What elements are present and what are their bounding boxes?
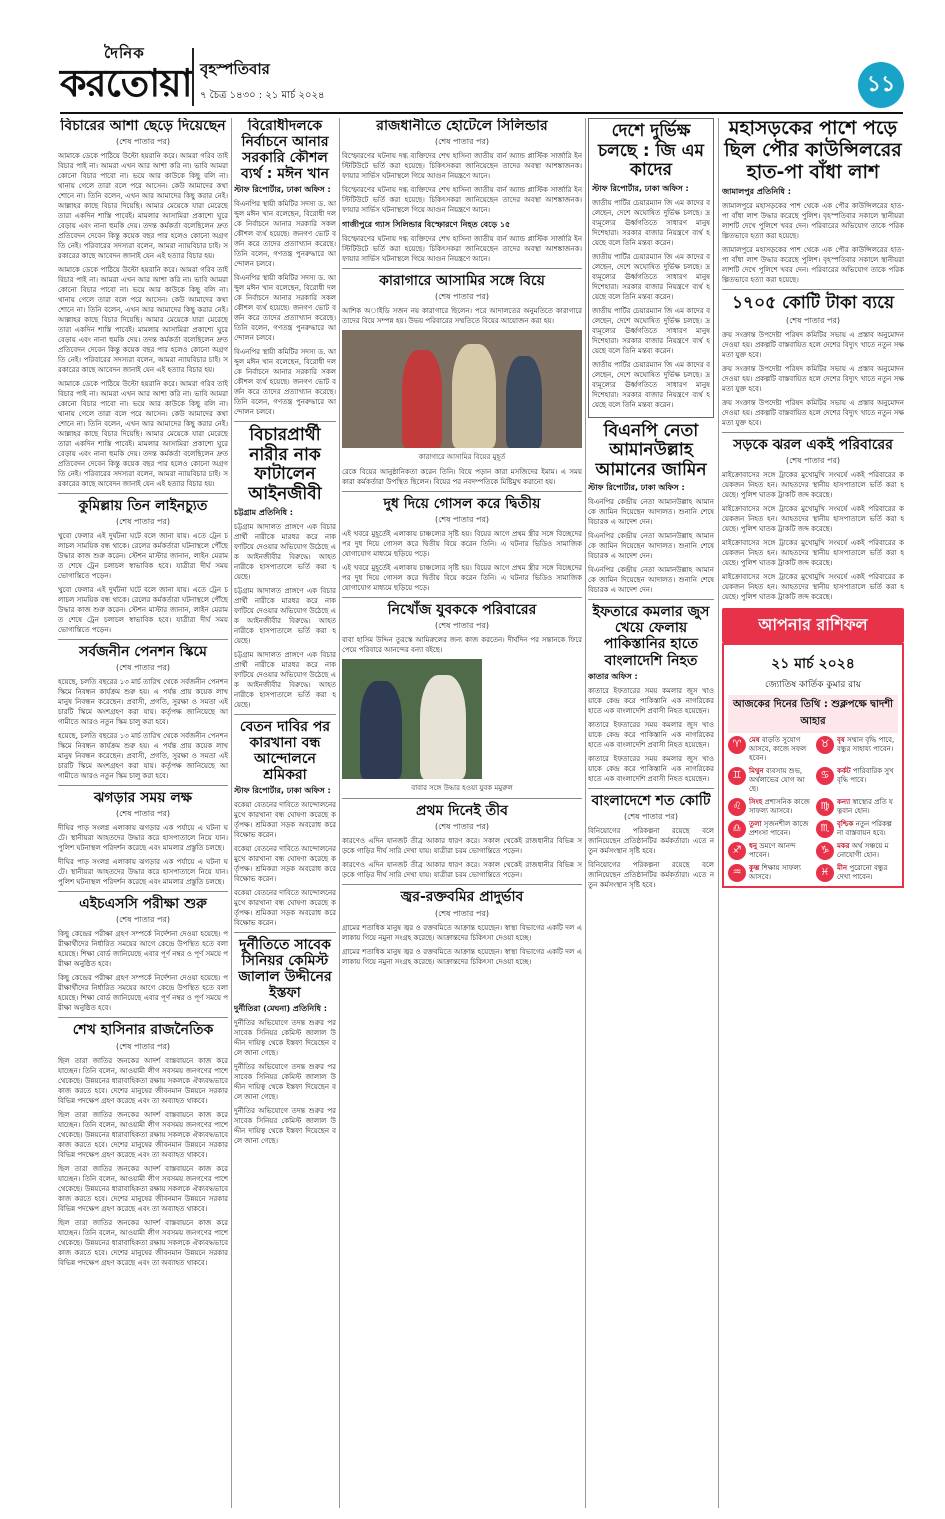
zodiac-text: অর্থ সঞ্চয়ে মনোযোগী হোন। [837, 842, 889, 860]
article-body: আশিক অাইডি সজন নয় কারাগারে ছিলেন। পরে আদালতের অনুমতিতে কারাগারে তাদের বিয়ে সম্পন্ন হয়। উভয় পরিবারের সম্মতিতে বিয়ের আয়োজন করা হয়। [342, 307, 582, 326]
aries-icon: ♈ [728, 736, 746, 754]
article-byline: স্টাফ রিপোর্টার, ঢাকা অফিস : [588, 483, 685, 493]
zodiac-name: মীন [837, 864, 848, 873]
article-body: মাইক্রোবাসের সঙ্গে ট্রাকের মুখোমুখি সংঘর্ষে একই পরিবারের কয়েকজন নিহত হন। আহতদের স্থানীয় হাসপাতালে ভর্তি করা হয়েছে। পুলিশ ঘাতক ট্রাকটি জব্দ করেছে। [722, 539, 904, 568]
father-son-photo[interactable] [342, 659, 482, 779]
article-body: কাতারে ইফতারের সময় কমলার জুস খাওয়াকে কেন্দ্র করে পাকিস্তানি এক নাগরিকের হাতে এক বাংলাদেশি প্রবাসী নিহত হয়েছেন। [588, 686, 714, 715]
article-jump: (শেষ পাতার পর) [434, 292, 490, 302]
zodiac-item[interactable] [816, 767, 898, 794]
article-body: ছিল তারা জাতির জনকের আদর্শ বাস্তবায়নে কাজ করে যাচ্ছেন। তিনি বলেন, আওয়ামী লীগ সবসময় জনগণের পাশে থেকেছে। উন্নয়নের ধারাবাহিকতা রক্ষায় সকলকে ঐক্যবদ্ধভাবে কাজ করতে হবে। দেশের মানুষের জীবনমান উন্নয়নে সরকার বিভিন্ন পদক্ষেপ গ্রহণ করেছে এবং তা অব্যাহত থাকবে। [58, 1056, 228, 1105]
article-body: ক্রয় সংক্রান্ত উপদেষ্টা পরিষদ কমিটির সভায় এ প্রস্তাব অনুমোদন দেওয়া হয়। প্রকল্পটি বাস্তবায়িত হলে দেশের বিদ্যুৎ খাতে নতুন সক্ষমতা যুক্ত হবে। [722, 331, 904, 360]
zodiac-name: সিংহ [749, 798, 763, 807]
virgo-icon: ♍ [816, 798, 834, 816]
article-jump: (শেষ পাতার পর) [115, 915, 171, 925]
article-byline: চট্টগ্রাম প্রতিনিধি : [234, 507, 293, 517]
masthead [0, 0, 945, 112]
photo-caption: কারাগারে আসামির বিয়ের মুহূর্ত [418, 453, 506, 462]
article-body: চট্টগ্রাম আদালত প্রাঙ্গণে এক বিচারপ্রার্থী নারীকে মারধর করে নাক ফাটিয়ে দেওয়ার অভিযোগ উঠেছে এক আইনজীবীর বিরুদ্ধে। আহত নারীকে হাসপাতালে ভর্তি করা হয়েছে। [234, 522, 336, 581]
zodiac-name: কর্কট [837, 767, 851, 776]
zodiac-item[interactable] [816, 820, 898, 838]
divider [234, 932, 336, 933]
article-headline[interactable]: সড়কে ঝরল একই পরিবারের [733, 437, 893, 454]
scorpio-icon: ♏ [816, 820, 834, 838]
article-headline[interactable]: ইফতারে কমলার জুস খেয়ে ফেলায় পাকিস্তানির হাতে বাংলাদেশি নিহত [592, 604, 710, 669]
article [234, 719, 336, 928]
article-jump: (শেষ পাতার পর) [115, 137, 171, 147]
article-body: জাতীয় পার্টির চেয়ারম্যান জি এম কাদের বলেছেন, দেশে অঘোষিত দুর্ভিক্ষ চলছে। দ্রব্যমূল্যের ঊর্ধ্বগতিতে সাধারণ মানুষ দিশেহারা। সরকার বাজার নিয়ন্ত্রণে ব্যর্থ হয়েছে বলে তিনি মন্তব্য করেন। [592, 360, 710, 409]
photo-figure [452, 344, 496, 448]
divider [58, 891, 228, 892]
article-body: জাতীয় পার্টির চেয়ারম্যান জি এম কাদের বলেছেন, দেশে অঘোষিত দুর্ভিক্ষ চলছে। দ্রব্যমূল্যের ঊর্ধ্বগতিতে সাধারণ মানুষ দিশেহারা। সরকার বাজার নিয়ন্ত্রণে ব্যর্থ হয়েছে বলে তিনি মন্তব্য করেন। [592, 252, 710, 301]
zodiac-item[interactable] [816, 842, 898, 860]
column-4 [588, 118, 714, 1508]
divider [58, 785, 228, 786]
article [58, 790, 228, 887]
libra-icon: ♎ [728, 820, 746, 838]
article-headline[interactable]: প্রথম দিনেই তীব [416, 803, 508, 820]
wedding-photo[interactable] [342, 330, 582, 448]
article-body: বিস্ফোরণের ঘটনায় দগ্ধ ব্যক্তিদের শেখ হাসিনা জাতীয় বার্ন অ্যান্ড প্লাস্টিক সার্জারি ইনস্টিটিউটে ভর্তি করা হয়েছে। চিকিৎসকরা জানিয়েছেন তাদের অবস্থা আশঙ্কাজনক। ফায়ার সার্ভিস ঘটনাস্থলে গিয়ে আগুন নিয়ন্ত্রণে আনে। [342, 186, 582, 215]
article [342, 496, 582, 593]
article-headline[interactable]: শেখ হাসিনার রাজনৈতিক [72, 1022, 214, 1039]
article-headline[interactable]: বিএনপি নেতা আমানউল্লাহ আমানের জামিন [595, 420, 707, 480]
article [342, 889, 582, 966]
article-body: কাতারে ইফতারের সময় কমলার জুস খাওয়াকে কেন্দ্র করে পাকিস্তানি এক নাগরিকের হাতে এক বাংলাদেশি প্রবাসী নিহত হয়েছেন। [588, 754, 714, 783]
article-body: রেকে বিয়ের আনুষ্ঠানিকতা করেন তিনি। বিয়ে পড়ান কারা মসজিদের ইমাম। এ সময় কারা কর্মকর্তারা উপস্থিত ছিলেন। বিয়ের পর নবদম্পতিকে মিষ্টিমুখ করানো হয়। [342, 468, 582, 487]
article-body: বিএনপির কেন্দ্রীয় নেতা আমানউল্লাহ আমানকে জামিন দিয়েছেন আদালত। শুনানি শেষে বিচারক এ আদেশ দেন। [588, 566, 714, 595]
article-headline[interactable]: বিরোধীদলকে নির্বাচনে আনার সরকারি কৌশল ব্যর্থ : মঈন খান [240, 118, 330, 183]
zodiac-text: প্রশাসনিক কাজে সাফল্য আসবে। [749, 798, 810, 816]
zodiac-name: কন্যা [837, 798, 851, 807]
article-body: বকেয়া বেতনের দাবিতে আন্দোলনের মুখে কারখানা বন্ধ ঘোষণা করেছে কর্তৃপক্ষ। শ্রমিকরা সড়ক অবরোধ করে বিক্ষোভ করেন। [234, 800, 336, 839]
article-body: কারণেও এদিন যানজট তীব্র আকার ধারণ করে। সকাল থেকেই রাজধানীর বিভিন্ন সড়কে গাড়ির দীর্ঘ সারি দেখা যায়। যাত্রীরা চরম ভোগান্তিতে পড়েন। [342, 861, 582, 880]
article-jump: (শেষ পাতার পর) [785, 316, 841, 326]
article-headline[interactable]: নিখোঁজ যুবককে পরিবারের [387, 602, 537, 619]
photo-figure [420, 675, 466, 779]
zodiac-name: তুলা [749, 820, 762, 829]
article-jump: (শেষ পাতার পর) [434, 822, 490, 832]
article [588, 604, 714, 783]
article-headline[interactable]: রাজধানীতে হোটেলে সিলিন্ডার [376, 118, 548, 134]
divider [234, 714, 336, 715]
article-body: বকেয়া বেতনের দাবিতে আন্দোলনের মুখে কারখানা বন্ধ ঘোষণা করেছে কর্তৃপক্ষ। শ্রমিকরা সড়ক অবরোধ করে বিক্ষোভ করেন। [234, 888, 336, 927]
taurus-icon: ♉ [816, 736, 834, 754]
column-divider [585, 118, 586, 1508]
article-body: চট্টগ্রাম আদালত প্রাঙ্গণে এক বিচারপ্রার্থী নারীকে মারধর করে নাক ফাটিয়ে দেওয়ার অভিযোগ উঠেছে এক আইনজীবীর বিরুদ্ধে। আহত নারীকে হাসপাতালে ভর্তি করা হয়েছে। [234, 650, 336, 709]
zodiac-item[interactable] [728, 842, 810, 860]
column-divider [339, 118, 340, 1508]
rashifal-tithi: আজকের দিনের তিথি : শুক্লপক্ষে দ্বাদশী আহার [728, 695, 898, 733]
divider [342, 491, 582, 492]
article [342, 602, 582, 794]
article [234, 118, 336, 417]
article-body: আমাকে ডেকে পাঠিয়ে উল্টো হয়রানি করে। আমরা গরিব তাই বিচার পাই না। আমরা এখন আর আশা করি না। ভাবি আমরা কোনো বিচার পাবো না। ভয়ে আর কাউকে কিছু বলি না। থানায় গেলে তারা বলে পরে আসেন। কেউ আমাদের কথা শোনে না। তিনি বলেন, এখন আর আমাদের কিছু করার নেই। আল্লাহর কাছে বিচার দিয়েছি। আমার মেয়েকে যারা মেরেছে তারা একদিন শাস্তি পাবেই। মামলার আসামিরা প্রকাশ্যে ঘুরে বেড়ায় এবং নানা হুমকি দেয়। তদন্ত কর্মকর্তা বলেছিলেন দ্রুত প্রতিবেদন দেবেন কিন্তু কয়েক বছর পার হলেও কোনো অগ্রগতি নেই। পরিবারের সদস্যরা বলেন, আমরা ন্যায়বিচার চাই। সরকারের কাছে আবেদন জানাই যেন এই হত্যার বিচার হয়। [58, 380, 228, 489]
article-body: দুর্নীতির অভিযোগে তদন্ত শুরুর পর সাবেক সিনিয়র কেমিস্ট জালাল উদ্দীন দায়িত্ব থেকে ইস্তফা দিয়েছেন বলে জানা গেছে। [234, 1019, 336, 1058]
article-body: খুবো ফেলার এই দুর্ঘটনা ঘটে বলে জানা যায়। এতে ট্রেন চলাচল সাময়িক বন্ধ থাকে। রেলের কর্মকর্তারা ঘটনাস্থলে পৌঁছে উদ্ধার কাজ শুরু করেন। স্টেশন মাস্টার জানান, লাইন মেরামত শেষে ট্রেন চলাচল স্বাভাবিক হবে। যাত্রীরা দীর্ঘ সময় ভোগান্তিতে পড়েন। [58, 532, 228, 581]
article-body: হয়েছে, চলতি বছরের ১৩ মার্চ তারিখ থেকে সর্বজনীন পেনশন স্কিমে নিবন্ধন কার্যক্রম শুরু হয়। এ পর্যন্ত প্রায় কয়েক লাখ মানুষ নিবন্ধন করেছেন। প্রবাসী, প্রগতি, সুরক্ষা ও সমতা এই চারটি স্কিমে অংশগ্রহণ করা যায়। কর্তৃপক্ষ জানিয়েছে আগামীতে আরও নতুন স্কিম চালু করা হবে। [58, 732, 228, 781]
divider [722, 432, 904, 433]
article-jump: (শেষ পাতার পর) [623, 811, 679, 821]
article-headline[interactable]: ঝগড়ার সময় লক্ষ [93, 790, 193, 807]
column-5 [722, 118, 904, 1508]
article-headline[interactable]: কুমিল্লায় তিন লাইনচ্যুত [78, 498, 208, 515]
divider [342, 268, 582, 269]
zodiac-item[interactable] [728, 864, 810, 882]
article-jump: (শেষ পাতার পর) [434, 137, 490, 147]
article-body: বিস্ফোরণের ঘটনায় দগ্ধ ব্যক্তিদের শেখ হাসিনা জাতীয় বার্ন অ্যান্ড প্লাস্টিক সার্জারি ইনস্টিটিউটে ভর্তি করা হয়েছে। চিকিৎসকরা জানিয়েছেন তাদের অবস্থা আশঙ্কাজনক। ফায়ার সার্ভিস ঘটনাস্থলে গিয়ে আগুন নিয়ন্ত্রণে আনে। [342, 235, 582, 264]
column-3 [342, 118, 582, 1508]
article-body: খুবো ফেলার এই দুর্ঘটনা ঘটে বলে জানা যায়। এতে ট্রেন চলাচল সাময়িক বন্ধ থাকে। রেলের কর্মকর্তারা ঘটনাস্থলে পৌঁছে উদ্ধার কাজ শুরু করেন। স্টেশন মাস্টার জানান, লাইন মেরামত শেষে ট্রেন চলাচল স্বাভাবিক হবে। যাত্রীরা দীর্ঘ সময় ভোগান্তিতে পড়েন। [58, 586, 228, 635]
divider [588, 788, 714, 789]
logo-main-text: করতোয়া [60, 60, 192, 105]
zodiac-item[interactable] [728, 736, 810, 763]
zodiac-name: কুম্ভ [749, 864, 760, 873]
rashifal-date: ২১ মার্চ ২০২৪ [771, 656, 855, 673]
article-headline[interactable]: দেশে দুর্ভিক্ষ চলছে : জি এম কাদের [598, 121, 704, 181]
zodiac-text: সৃজনশীল কাজে প্রশংসা পাবেন। [749, 820, 809, 838]
article-body: বকেয়া বেতনের দাবিতে আন্দোলনের মুখে কারখানা বন্ধ ঘোষণা করেছে কর্তৃপক্ষ। শ্রমিকরা সড়ক অবরোধ করে বিক্ষোভ করেন। [234, 844, 336, 883]
logo-small-text: দৈনিক [104, 44, 145, 62]
article-body: আমাকে ডেকে পাঠিয়ে উল্টো হয়রানি করে। আমরা গরিব তাই বিচার পাই না। আমরা এখন আর আশা করি না। ভাবি আমরা কোনো বিচার পাবো না। ভয়ে আর কাউকে কিছু বলি না। থানায় গেলে তারা বলে পরে আসেন। কেউ আমাদের কথা শোনে না। তিনি বলেন, এখন আর আমাদের কিছু করার নেই। আল্লাহর কাছে বিচার দিয়েছি। আমার মেয়েকে যারা মেরেছে তারা একদিন শাস্তি পাবেই। মামলার আসামিরা প্রকাশ্যে ঘুরে বেড়ায় এবং নানা হুমকি দেয়। তদন্ত কর্মকর্তা বলেছিলেন দ্রুত প্রতিবেদন দেবেন কিন্তু কয়েক বছর পার হলেও কোনো অগ্রগতি নেই। পরিবারের সদস্যরা বলেন, আমরা ন্যায়বিচার চাই। সরকারের কাছে আবেদন জানাই যেন এই হত্যার বিচার হয়। [58, 152, 228, 261]
article-body: বিএনপির কেন্দ্রীয় নেতা আমানউল্লাহ আমানকে জামিন দিয়েছেন আদালত। শুনানি শেষে বিচারক এ আদেশ দেন। [588, 532, 714, 561]
photo-figure [402, 350, 442, 448]
sagittarius-icon: ♐ [728, 842, 746, 860]
article [58, 118, 228, 489]
article-body: এই খবরে মুহূর্তেই এলাকায় চাঞ্চল্যের সৃষ্টি হয়। বিয়ের আগে প্রথম স্ত্রীর সঙ্গে বিচ্ছেদের পর দুধ দিয়ে গোসল করে দ্বিতীয় বিয়ে করেন তিনি। এ ঘটনার ভিডিও সামাজিক যোগাযোগ মাধ্যমে ছড়িয়ে পড়ে। [342, 564, 582, 593]
zodiac-text: পারিবারিক সুখ বৃদ্ধি পাবে। [837, 767, 894, 785]
article [342, 273, 582, 487]
divider [722, 289, 904, 290]
gemini-icon: ♊ [728, 767, 746, 785]
rashifal-astrologer: জ্যোতিষ কার্তিক কুমার রায় [764, 680, 862, 691]
article-body: মাইক্রোবাসের সঙ্গে ট্রাকের মুখোমুখি সংঘর্ষে একই পরিবারের কয়েকজন নিহত হন। আহতদের স্থানীয় হাসপাতালে ভর্তি করা হয়েছে। পুলিশ ঘাতক ট্রাকটি জব্দ করেছে। [722, 573, 904, 602]
article-jump: (শেষ পাতার পর) [785, 456, 841, 466]
article-headline[interactable]: বিচারপ্রার্থী নারীর নাক ফাটালেন আইনজীবী [248, 425, 322, 505]
article-body: জাতীয় পার্টির চেয়ারম্যান জি এম কাদের বলেছেন, দেশে অঘোষিত দুর্ভিক্ষ চলছে। দ্রব্যমূল্যের ঊর্ধ্বগতিতে সাধারণ মানুষ দিশেহারা। সরকার বাজার নিয়ন্ত্রণে ব্যর্থ হয়েছে বলে তিনি মন্তব্য করেন। [592, 306, 710, 355]
article-body: বিনিয়োগের পরিকল্পনা রয়েছে বলে জানিয়েছেন প্রতিষ্ঠানটির কর্মকর্তারা। এতে নতুন কর্মসংস্থান সৃষ্টি হবে। [588, 860, 714, 889]
article-byline: কাতার অফিস : [588, 671, 638, 681]
article-jump: (শেষ পাতার পর) [115, 809, 171, 819]
article-byline: জামালপুর প্রতিনিধি : [722, 186, 791, 196]
article-body: বিএনপির কেন্দ্রীয় নেতা আমানউল্লাহ আমানকে জামিন দিয়েছেন আদালত। শুনানি শেষে বিচারক এ আদেশ দেন। [588, 498, 714, 527]
article [722, 294, 904, 429]
article-body: দীঘির পাড় সংলগ্ন এলাকায় ঝগড়ার এক পর্যায়ে এ ঘটনা ঘটে। স্থানীয়রা আহতদের উদ্ধার করে হাসপাতালে নিয়ে যান। পুলিশ ঘটনাস্থল পরিদর্শন করেছে এবং মামলার প্রস্তুতি চলছে। [58, 824, 228, 853]
zodiac-item[interactable] [728, 798, 810, 816]
article [342, 803, 582, 880]
column-divider [718, 118, 719, 1508]
article-body: বিএনপির স্থায়ী কমিটির সদস্য ড. আব্দুল মঈন খান বলেছেন, বিরোধী দলকে নির্বাচনে আনার সরকারি সকল কৌশল ব্যর্থ হয়েছে। জনগণ ভোট বর্জন করে তাদের প্রত্যাখ্যান করেছে। তিনি বলেন, গণতন্ত্র পুনরুদ্ধারে আন্দোলন চলবে। [234, 274, 336, 343]
article-body: কিছু কেন্দ্রের পরীক্ষা গ্রহণ সম্পর্কে নির্দেশনা দেওয়া হয়েছে। পরীক্ষার্থীদের নির্ধারিত সময়ের আগে কেন্দ্রে উপস্থিত হতে বলা হয়েছে। শিক্ষা বোর্ড জানিয়েছে এবার পূর্ণ নম্বর ও পূর্ণ সময়ে পরীক্ষা অনুষ্ঠিত হবে। [58, 930, 228, 969]
article-headline[interactable]: কারাগারে আসামির সঙ্গে বিয়ে [379, 273, 545, 290]
capricorn-icon: ♑ [816, 842, 834, 860]
divider [58, 1017, 228, 1018]
divider [588, 599, 714, 600]
article-headline[interactable]: এইচএসসি পরীক্ষা শুরু [79, 896, 207, 913]
divider [58, 493, 228, 494]
zodiac-item[interactable] [728, 767, 810, 794]
article-byline: স্টাফ রিপোর্টার, ঢাকা অফিস : [234, 785, 331, 795]
article-body: দুর্নীতির অভিযোগে তদন্ত শুরুর পর সাবেক সিনিয়র কেমিস্ট জালাল উদ্দীন দায়িত্ব থেকে ইস্তফা দিয়েছেন বলে জানা গেছে। [234, 1107, 336, 1146]
article-headline[interactable]: সর্বজনীন পেনশন স্কিমে [79, 644, 207, 661]
zodiac-text: ব্যবসায় শুভ, অর্থলাভের যোগ আছে। [749, 767, 805, 794]
article [234, 426, 336, 709]
divider [342, 597, 582, 598]
rashifal-box [722, 643, 904, 888]
article [722, 118, 904, 285]
article-byline: স্টাফ রিপোর্টার, ঢাকা অফিস : [234, 185, 331, 195]
article-headline[interactable]: বিচারের আশা ছেড়ে দিয়েছেন [60, 118, 226, 134]
photo-figure [360, 681, 402, 779]
masthead-divider [192, 48, 194, 106]
article-body: এই খবরে মুহূর্তেই এলাকায় চাঞ্চল্যের সৃষ্টি হয়। বিয়ের আগে প্রথম স্ত্রীর সঙ্গে বিচ্ছেদের পর দুধ দিয়ে গোসল করে দ্বিতীয় বিয়ে করেন তিনি। এ ঘটনার ভিডিও সামাজিক যোগাযোগ মাধ্যমে ছড়িয়ে পড়ে। [342, 530, 582, 559]
article-jump: (শেষ পাতার পর) [115, 517, 171, 527]
divider [234, 421, 336, 422]
article [234, 937, 336, 1146]
article [58, 896, 228, 1013]
article-body: বিএনপির স্থায়ী কমিটির সদস্য ড. আব্দুল মঈন খান বলেছেন, বিরোধী দলকে নির্বাচনে আনার সরকারি সকল কৌশল ব্যর্থ হয়েছে। জনগণ ভোট বর্জন করে তাদের প্রত্যাখ্যান করেছে। তিনি বলেন, গণতন্ত্র পুনরুদ্ধারে আন্দোলন চলবে। [234, 348, 336, 417]
divider [342, 884, 582, 885]
article-body: জামালপুরে মহাসড়কের পাশ থেকে এক পৌর কাউন্সিলরের হাত-পা বাঁধা লাশ উদ্ধার করেছে পুলিশ। বৃহস্পতিবার সকালে স্থানীয়রা লাশটি দেখে পুলিশে খবর দেন। পরিবারের অভিযোগ তাকে পরিকল্পিতভাবে হত্যা করা হয়েছে। [722, 201, 904, 240]
article-headline[interactable]: মহাসড়কের পাশে পড়ে ছিল পৌর কাউন্সিলরের হাত-পা বাঁধা লাশ [724, 118, 902, 183]
article [58, 644, 228, 781]
article-headline[interactable]: বেতন দাবির পর কারখানা বন্ধ আন্দোলনে শ্রমিকরা [239, 718, 331, 783]
article-headline[interactable]: দুর্নীতিতে সাবেক সিনিয়র কেমিস্ট জালাল উদ্দীনের ইস্তফা [238, 936, 332, 1002]
article-body: জামালপুরে মহাসড়কের পাশ থেকে এক পৌর কাউন্সিলরের হাত-পা বাঁধা লাশ উদ্ধার করেছে পুলিশ। বৃহস্পতিবার সকালে স্থানীয়রা লাশটি দেখে পুলিশে খবর দেন। পরিবারের অভিযোগ তাকে পরিকল্পিতভাবে হত্যা করা হয়েছে। [722, 245, 904, 284]
article-body: বিএনপির স্থায়ী কমিটির সদস্য ড. আব্দুল মঈন খান বলেছেন, বিরোধী দলকে নির্বাচনে আনার সরকারি সকল কৌশল ব্যর্থ হয়েছে। জনগণ ভোট বর্জন করে তাদের প্রত্যাখ্যান করেছে। তিনি বলেন, গণতন্ত্র পুনরুদ্ধারে আন্দোলন চলবে। [234, 200, 336, 269]
aquarius-icon: ♒ [728, 864, 746, 882]
article-body: কাতারে ইফতারের সময় কমলার জুস খাওয়াকে কেন্দ্র করে পাকিস্তানি এক নাগরিকের হাতে এক বাংলাদেশি প্রবাসী নিহত হয়েছেন। [588, 720, 714, 749]
article-body: মাইক্রোবাসের সঙ্গে ট্রাকের মুখোমুখি সংঘর্ষে একই পরিবারের কয়েকজন নিহত হন। আহতদের স্থানীয় হাসপাতালে ভর্তি করা হয়েছে। পুলিশ ঘাতক ট্রাকটি জব্দ করেছে। [722, 505, 904, 534]
zodiac-name: মিথুন [749, 767, 764, 776]
article-jump: (শেষ পাতার পর) [434, 908, 490, 918]
article-jump: (শেষ পাতার পর) [434, 515, 490, 525]
article-body: বিস্ফোরণের ঘটনায় দগ্ধ ব্যক্তিদের শেখ হাসিনা জাতীয় বার্ন অ্যান্ড প্লাস্টিক সার্জারি ইনস্টিটিউটে ভর্তি করা হয়েছে। চিকিৎসকরা জানিয়েছেন তাদের অবস্থা আশঙ্কাজনক। ফায়ার সার্ভিস ঘটনাস্থলে গিয়ে আগুন নিয়ন্ত্রণে আনে। [342, 152, 582, 181]
article-byline: দুর্নীতিরা (মেঘনা) প্রতিনিধি : [234, 1004, 327, 1014]
zodiac-item[interactable] [816, 736, 898, 763]
masthead-rule [60, 112, 903, 114]
zodiac-text: নতুন পরিকল্পনা বাস্তবায়ন হবে। [837, 820, 892, 838]
article-body: গ্রামের শতাধিক মানুষ জ্বর ও রক্তবমিতে আক্রান্ত হয়েছেন। স্বাস্থ্য বিভাগের একটি দল এলাকায় গিয়ে নমুনা সংগ্রহ করেছে। আক্রান্তদের চিকিৎসা দেওয়া হচ্ছে। [342, 923, 582, 942]
article-body: ছিল তারা জাতির জনকের আদর্শ বাস্তবায়নে কাজ করে যাচ্ছেন। তিনি বলেন, আওয়ামী লীগ সবসময় জনগণের পাশে থেকেছে। উন্নয়নের ধারাবাহিকতা রক্ষায় সকলকে ঐক্যবদ্ধভাবে কাজ করতে হবে। দেশের মানুষের জীবনমান উন্নয়নে সরকার বিভিন্ন পদক্ষেপ গ্রহণ করেছে এবং তা অব্যাহত থাকবে। [58, 1164, 228, 1213]
pisces-icon: ♓ [816, 864, 834, 882]
article-body: মাইক্রোবাসের সঙ্গে ট্রাকের মুখোমুখি সংঘর্ষে একই পরিবারের কয়েকজন নিহত হন। আহতদের স্থানীয় হাসপাতালে ভর্তি করা হয়েছে। পুলিশ ঘাতক ট্রাকটি জব্দ করেছে। [722, 471, 904, 500]
article-headline[interactable]: জ্বর-রক্তবমির প্রাদুর্ভাব [400, 889, 524, 906]
zodiac-name: বৃশ্চিক [837, 820, 854, 829]
masthead-date: ৭ চৈত্র ১৪৩০ : ২১ মার্চ ২০২৪ [200, 90, 325, 101]
photo-caption: বাবার সঙ্গে উদ্ধার হওয়া যুবক মমুরুল [411, 784, 513, 793]
zodiac-text: ভ্রমণে আনন্দ পাবেন। [749, 842, 796, 860]
article-body: আমাকে ডেকে পাঠিয়ে উল্টো হয়রানি করে। আমরা গরিব তাই বিচার পাই না। আমরা এখন আর আশা করি না। ভাবি আমরা কোনো বিচার পাবো না। ভয়ে আর কাউকে কিছু বলি না। থানায় গেলে তারা বলে পরে আসেন। কেউ আমাদের কথা শোনে না। তিনি বলেন, এখন আর আমাদের কিছু করার নেই। আল্লাহর কাছে বিচার দিয়েছি। আমার মেয়েকে যারা মেরেছে তারা একদিন শাস্তি পাবেই। মামলার আসামিরা প্রকাশ্যে ঘুরে বেড়ায় এবং নানা হুমকি দেয়। তদন্ত কর্মকর্তা বলেছিলেন দ্রুত প্রতিবেদন দেবেন কিন্তু কয়েক বছর পার হলেও কোনো অগ্রগতি নেই। পরিবারের সদস্যরা বলেন, আমরা ন্যায়বিচার চাই। সরকারের কাছে আবেদন জানাই যেন এই হত্যার বিচার হয়। [58, 266, 228, 375]
article-body: জাতীয় পার্টির চেয়ারম্যান জি এম কাদের বলেছেন, দেশে অঘোষিত দুর্ভিক্ষ চলছে। দ্রব্যমূল্যের ঊর্ধ্বগতিতে সাধারণ মানুষ দিশেহারা। সরকার বাজার নিয়ন্ত্রণে ব্যর্থ হয়েছে বলে তিনি মন্তব্য করেন। [592, 198, 710, 247]
rashifal-section [722, 608, 904, 888]
article-jump: (শেষ পাতার পর) [115, 1041, 171, 1051]
zodiac-name: মকর [837, 842, 850, 851]
article-headline[interactable]: দুধ দিয়ে গোসল করে দ্বিতীয় [383, 496, 541, 513]
zodiac-text: স্বাস্থ্যের প্রতি যত্নবান হোন। [837, 798, 893, 816]
article-body: কিছু কেন্দ্রের পরীক্ষা গ্রহণ সম্পর্কে নির্দেশনা দেওয়া হয়েছে। পরীক্ষার্থীদের নির্ধারিত সময়ের আগে কেন্দ্রে উপস্থিত হতে বলা হয়েছে। শিক্ষা বোর্ড জানিয়েছে এবার পূর্ণ নম্বর ও পূর্ণ সময়ে পরীক্ষা অনুষ্ঠিত হবে। [58, 974, 228, 1013]
article-body: ক্রয় সংক্রান্ত উপদেষ্টা পরিষদ কমিটির সভায় এ প্রস্তাব অনুমোদন দেওয়া হয়। প্রকল্পটি বাস্তবায়িত হলে দেশের বিদ্যুৎ খাতে নতুন সক্ষমতা যুক্ত হবে। [722, 399, 904, 428]
masthead-day: বৃহস্পতিবার [200, 60, 270, 78]
column-1 [58, 118, 228, 1508]
zodiac-name: বৃষ [837, 736, 845, 745]
zodiac-text: পুরোনো বন্ধুর দেখা পাবেন। [837, 864, 888, 882]
zodiac-name: মেষ [749, 736, 760, 745]
article [588, 118, 714, 418]
article-body: দুর্নীতির অভিযোগে তদন্ত শুরুর পর সাবেক সিনিয়র কেমিস্ট জালাল উদ্দীন দায়িত্ব থেকে ইস্তফা দিয়েছেন বলে জানা গেছে। [234, 1063, 336, 1102]
zodiac-grid [728, 736, 898, 882]
article-jump: (শেষ পাতার পর) [115, 663, 171, 673]
column-divider [231, 118, 232, 1508]
zodiac-name: ধনু [749, 842, 758, 851]
article-subhead: গাজীপুরে গ্যাস সিলিন্ডার বিস্ফোরণে নিহত বেড়ে ১৫ [342, 220, 511, 230]
divider [342, 798, 582, 799]
page-number-badge: ১১ [858, 62, 904, 108]
article-body: ছিল তারা জাতির জনকের আদর্শ বাস্তবায়নে কাজ করে যাচ্ছেন। তিনি বলেন, আওয়ামী লীগ সবসময় জনগণের পাশে থেকেছে। উন্নয়নের ধারাবাহিকতা রক্ষায় সকলকে ঐক্যবদ্ধভাবে কাজ করতে হবে। দেশের মানুষের জীবনমান উন্নয়নে সরকার বিভিন্ন পদক্ষেপ গ্রহণ করেছে এবং তা অব্যাহত থাকবে। [58, 1218, 228, 1267]
article [588, 422, 714, 596]
article-body: হয়েছে, চলতি বছরের ১৩ মার্চ তারিখ থেকে সর্বজনীন পেনশন স্কিমে নিবন্ধন কার্যক্রম শুরু হয়। এ পর্যন্ত প্রায় কয়েক লাখ মানুষ নিবন্ধন করেছেন। প্রবাসী, প্রগতি, সুরক্ষা ও সমতা এই চারটি স্কিমে অংশগ্রহণ করা যায়। কর্তৃপক্ষ জানিয়েছে আগামীতে আরও নতুন স্কিম চালু করা হবে। [58, 678, 228, 727]
article [722, 437, 904, 602]
article-body: কারণেও এদিন যানজট তীব্র আকার ধারণ করে। সকাল থেকেই রাজধানীর বিভিন্ন সড়কে গাড়ির দীর্ঘ সারি দেখা যায়। যাত্রীরা চরম ভোগান্তিতে পড়েন। [342, 837, 582, 856]
zodiac-item[interactable] [816, 798, 898, 816]
article-body: ক্রয় সংক্রান্ত উপদেষ্টা পরিষদ কমিটির সভায় এ প্রস্তাব অনুমোদন দেওয়া হয়। প্রকল্পটি বাস্তবায়িত হলে দেশের বিদ্যুৎ খাতে নতুন সক্ষমতা যুক্ত হবে। [722, 365, 904, 394]
zodiac-text: বাড়তি সুযোগ আসবে, কাজে সফল হবেন। [749, 736, 807, 763]
divider [58, 639, 228, 640]
article-headline[interactable]: ১৭০৫ কোটি টাকা ব্যয়ে [731, 292, 895, 313]
article-body: দীঘির পাড় সংলগ্ন এলাকায় ঝগড়ার এক পর্যায়ে এ ঘটনা ঘটে। স্থানীয়রা আহতদের উদ্ধার করে হাসপাতালে নিয়ে যান। পুলিশ ঘটনাস্থল পরিদর্শন করেছে এবং মামলার প্রস্তুতি চলছে। [58, 858, 228, 887]
zodiac-item[interactable] [728, 820, 810, 838]
article [342, 118, 582, 264]
newspaper-logo[interactable] [60, 42, 190, 108]
article-jump: (শেষ পাতার পর) [434, 621, 490, 631]
article-byline: স্টাফ রিপোর্টার, ঢাকা অফিস : [592, 183, 689, 193]
cancer-icon: ♋ [816, 767, 834, 785]
article-body: চট্টগ্রাম আদালত প্রাঙ্গণে এক বিচারপ্রার্থী নারীকে মারধর করে নাক ফাটিয়ে দেওয়ার অভিযোগ উঠেছে এক আইনজীবীর বিরুদ্ধে। আহত নারীকে হাসপাতালে ভর্তি করা হয়েছে। [234, 586, 336, 645]
photo-figure [506, 356, 542, 448]
article-body: বিনিয়োগের পরিকল্পনা রয়েছে বলে জানিয়েছেন প্রতিষ্ঠানটির কর্মকর্তারা। এতে নতুন কর্মসংস্থান সৃষ্টি হবে। [588, 826, 714, 855]
article [588, 793, 714, 890]
zodiac-text: শিক্ষায় সাফল্য আসবে। [749, 864, 801, 882]
article [58, 498, 228, 635]
article-body: বাবা হাসিম উদ্দিন তুরস্কে আমিরুলের জন্য কাজ করতেন। দীর্ঘদিন পর সন্তানকে ফিরে পেয়ে পরিবারে আনন্দের বন্যা বইছে। [342, 636, 582, 655]
leo-icon: ♌ [728, 798, 746, 816]
zodiac-item[interactable] [816, 864, 898, 882]
article-headline[interactable]: বাংলাদেশে শত কোটি [591, 792, 711, 809]
zodiac-text: সম্মান বৃদ্ধি পাবে, বন্ধুর সাহায্য পাবেন। [837, 736, 895, 754]
article-body: গ্রামের শতাধিক মানুষ জ্বর ও রক্তবমিতে আক্রান্ত হয়েছেন। স্বাস্থ্য বিভাগের একটি দল এলাকায় গিয়ে নমুনা সংগ্রহ করেছে। আক্রান্তদের চিকিৎসা দেওয়া হচ্ছে। [342, 947, 582, 966]
column-2 [234, 118, 336, 1508]
article [58, 1022, 228, 1267]
rashifal-title: আপনার রাশিফল [722, 608, 904, 643]
article-body: ছিল তারা জাতির জনকের আদর্শ বাস্তবায়নে কাজ করে যাচ্ছেন। তিনি বলেন, আওয়ামী লীগ সবসময় জনগণের পাশে থেকেছে। উন্নয়নের ধারাবাহিকতা রক্ষায় সকলকে ঐক্যবদ্ধভাবে কাজ করতে হবে। দেশের মানুষের জীবনমান উন্নয়নে সরকার বিভিন্ন পদক্ষেপ গ্রহণ করেছে এবং তা অব্যাহত থাকবে। [58, 1110, 228, 1159]
